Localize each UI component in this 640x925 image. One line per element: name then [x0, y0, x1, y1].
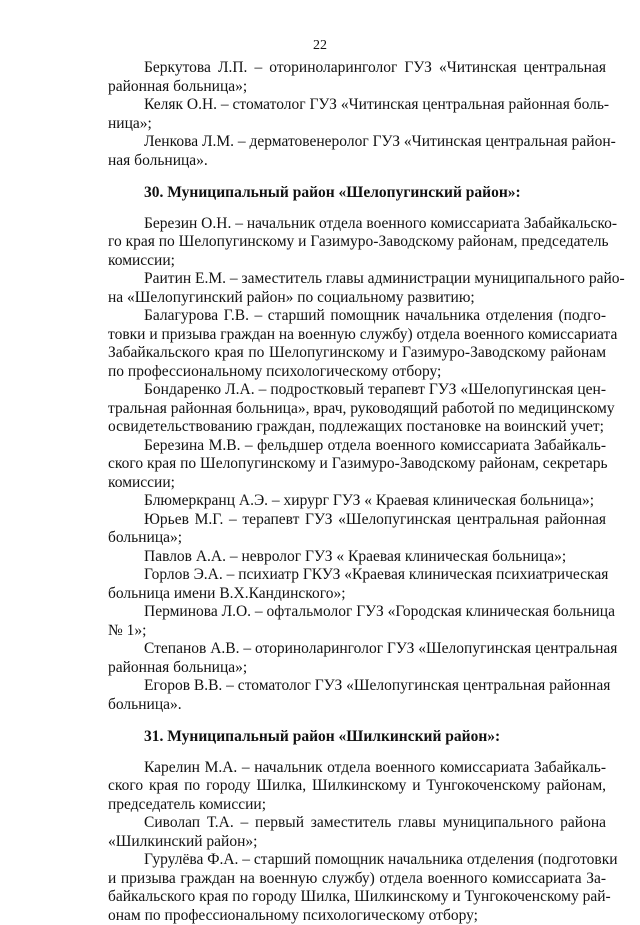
paragraph-line: районная больница»;	[108, 659, 606, 678]
paragraph-line: Степанов А.В. – оториноларинголог ГУЗ «Шелопугинская центральная	[108, 640, 606, 659]
paragraph-line: Юрьев М.Г. – терапевт ГУЗ «Шелопугинская центральная районная	[108, 511, 606, 530]
paragraph-line: Бондаренко Л.А. – подростковый терапевт ГУЗ «Шелопугинская цен-	[108, 381, 606, 400]
paragraph-line: по профессиональному психологическому отбору;	[108, 363, 606, 382]
paragraph-line: Раитин Е.М. – заместитель главы администрации муниципального райо-	[108, 270, 606, 289]
paragraph-line: Перминова Л.О. – офтальмолог ГУЗ «Городская клиническая больница	[108, 603, 606, 622]
paragraph-line: Березина М.В. – фельдшер отдела военного комиссариата Забайкаль-	[108, 437, 606, 456]
paragraph	[108, 759, 606, 815]
paragraph-line: Гурулёва Ф.А. – старший помощник начальника отделения (подготовки	[108, 851, 606, 870]
paragraph-line: Березин О.Н. – начальник отдела военного комиссариата Забайкальско-	[108, 215, 606, 234]
paragraph	[108, 548, 606, 567]
paragraph-line: Сиволап Т.А. – первый заместитель главы муниципального района	[108, 814, 606, 833]
paragraph-line: ная больница».	[108, 152, 606, 171]
paragraph-line: го края по Шелопугинскому и Газимуро-Заводскому районам, председатель	[108, 233, 606, 252]
paragraph-line: Келяк О.Н. – стоматолог ГУЗ «Читинская центральная районная боль-	[108, 96, 606, 115]
paragraph-line: ского края по городу Шилка, Шилкинскому и Тунгокоченскому районам,	[108, 777, 606, 796]
paragraph-line: товки и призыва граждан на военную службу) отдела военного комиссариата	[108, 326, 606, 345]
paragraph	[108, 96, 606, 133]
page-number: 22	[0, 38, 640, 54]
paragraph-line: и призыва граждан на военную службу) отдела военного комиссариата За-	[108, 870, 606, 889]
paragraph	[108, 492, 606, 511]
paragraph-line: байкальского края по городу Шилка, Шилкинскому и Тунгокоченскому рай-	[108, 888, 606, 907]
paragraph-line: № 1»;	[108, 622, 606, 641]
paragraph-line: Блюмеркранц А.Э. – хирург ГУЗ « Краевая клиническая больница»;	[108, 492, 606, 511]
paragraph	[108, 59, 606, 96]
paragraph	[108, 133, 606, 170]
paragraph-line: на «Шелопугинский район» по социальному развитию;	[108, 289, 606, 308]
paragraph-line: председатель комиссии;	[108, 796, 606, 815]
paragraph-line: Беркутова Л.П. – оториноларинголог ГУЗ «Читинская центральная	[108, 59, 606, 78]
paragraph	[108, 381, 606, 437]
section-heading: 30. Муниципальный район «Шелопугинский район»:	[108, 184, 606, 203]
paragraph	[108, 677, 606, 714]
paragraph-line: районная больница»;	[108, 78, 606, 97]
paragraph	[108, 814, 606, 851]
paragraph-line: больница»;	[108, 529, 606, 548]
paragraph-line: Павлов А.А. – невролог ГУЗ « Краевая клиническая больница»;	[108, 548, 606, 567]
paragraph-line: «Шилкинский район»;	[108, 833, 606, 852]
paragraph-line: ского края по Шелопугинскому и Газимуро-Заводскому районам, секретарь	[108, 455, 606, 474]
paragraph-line: ница»;	[108, 115, 606, 134]
paragraph	[108, 603, 606, 640]
paragraph-line: Горлов Э.А. – психиатр ГКУЗ «Краевая клиническая психиатрическая	[108, 566, 606, 585]
paragraph-line: больница».	[108, 696, 606, 715]
paragraph-line: Балагурова Г.В. – старший помощник начальника отделения (подго-	[108, 307, 606, 326]
paragraph-line: тральная районная больница», врач, руководящий работой по медицинскому	[108, 400, 606, 419]
paragraph	[108, 511, 606, 548]
paragraph	[108, 270, 606, 307]
paragraph-line: Егоров В.В. – стоматолог ГУЗ «Шелопугинская центральная районная	[108, 677, 606, 696]
paragraph	[108, 307, 606, 381]
paragraph-line: больница имени В.Х.Кандинского»;	[108, 585, 606, 604]
paragraph	[108, 215, 606, 271]
section-heading: 31. Муниципальный район «Шилкинский район»:	[108, 728, 606, 747]
paragraph	[108, 437, 606, 493]
paragraph-line: освидетельствованию граждан, подлежащих постановке на воинский учет;	[108, 418, 606, 437]
paragraph-line: Ленкова Л.М. – дерматовенеролог ГУЗ «Читинская центральная район-	[108, 133, 606, 152]
paragraph-line: онам по профессиональному психологическому отбору;	[108, 907, 606, 925]
paragraph-line: Забайкальского края по Шелопугинскому и Газимуро-Заводскому районам	[108, 344, 606, 363]
paragraph	[108, 566, 606, 603]
document-body	[108, 59, 606, 925]
paragraph-line: комиссии;	[108, 474, 606, 493]
paragraph	[108, 640, 606, 677]
paragraph-line: Карелин М.А. – начальник отдела военного комиссариата Забайкаль-	[108, 759, 606, 778]
paragraph-line: комиссии;	[108, 252, 606, 271]
paragraph	[108, 851, 606, 925]
